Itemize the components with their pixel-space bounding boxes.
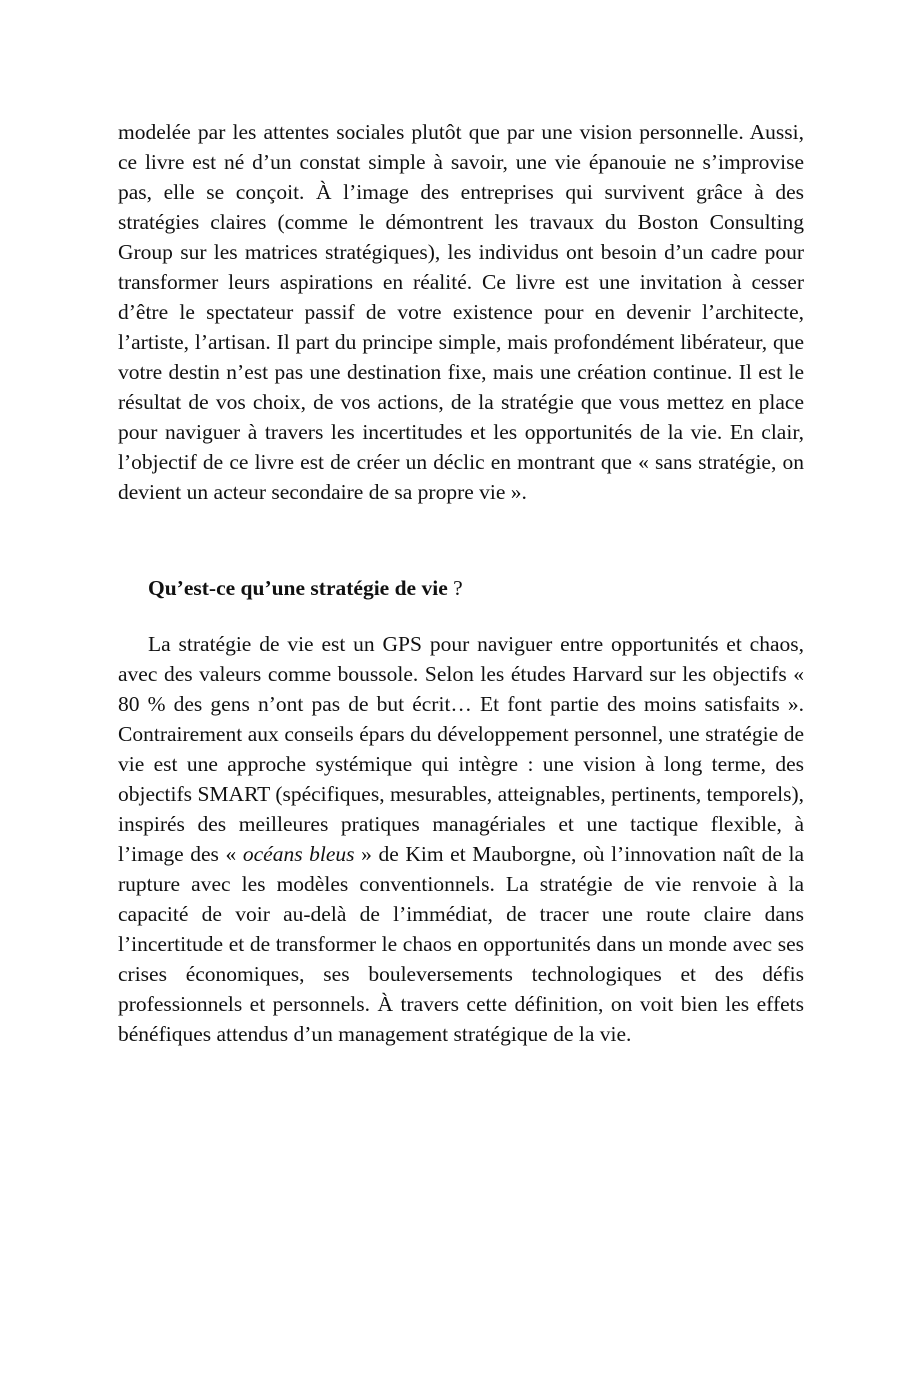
paragraph-text-part-1: La stratégie de vie est un GPS pour naviguer entre opportunités et chaos, avec des valeurs comme boussole. Selon les études Harvard sur les objectifs « 80 % des gens n’ont pas de but écrit… Et font partie des moins satisfaits ». Contrairement aux conseils épars du développement personnel, une stratégie de vie est une approche systémique qui intègre : une vision à long terme, des objectifs SMART (spécifiques, mesurables, atteignables, pertinents, temporels), inspirés des meilleures pratiques managériales et une tactique flexible, à l’image des « <box>118 632 804 866</box>
paragraph-italic-term: océans bleus <box>242 842 355 866</box>
section-heading-question-mark: ? <box>447 576 463 600</box>
paragraph-intro-continued: modelée par les attentes sociales plutôt que par une vision personnelle. Aussi, ce livre est né d’un constat simple à savoir, une vie épanouie ne s’improvise pas, elle se conçoit. À l’image des entreprises qui survivent grâce à des stratégies claires (comme le démontrent les travaux du Boston Consulting Group sur les matrices stratégiques), les individus ont besoin d’un cadre pour transformer leurs aspirations en réalité. Ce livre est une invitation à cesser d’être le spectateur passif de votre existence pour en devenir l’architecte, l’artiste, l’artisan. Il part du principe simple, mais profondément libérateur, que votre destin n’est pas une destination fixe, mais une création continue. Il est le résultat de vos choix, de vos actions, de la stratégie que vous mettez en place pour naviguer à travers les incertitudes et les opportunités de la vie. En clair, l’objectif de ce livre est de créer un déclic en montrant que « sans stratégie, on devient un acteur secondaire de sa propre vie ». <box>118 120 804 504</box>
section-heading <box>148 573 804 603</box>
paragraph-life-strategy-definition <box>118 629 804 1049</box>
paragraph-text-part-2: » de Kim et Mauborgne, où l’innovation naît de la rupture avec les modèles conventionnels. La stratégie de vie renvoie à la capacité de voir au-delà de l’immédiat, de tracer une route claire dans l’incertitude et de transformer le chaos en opportunités dans un monde avec ses crises économiques, ses bouleversements technologiques et des défis professionnels et personnels. À travers cette définition, on voit bien les effets bénéfiques attendus d’un management stratégique de la vie. <box>118 842 804 1046</box>
section-heading-text: Qu’est-ce qu’une stratégie de vie <box>148 576 448 600</box>
